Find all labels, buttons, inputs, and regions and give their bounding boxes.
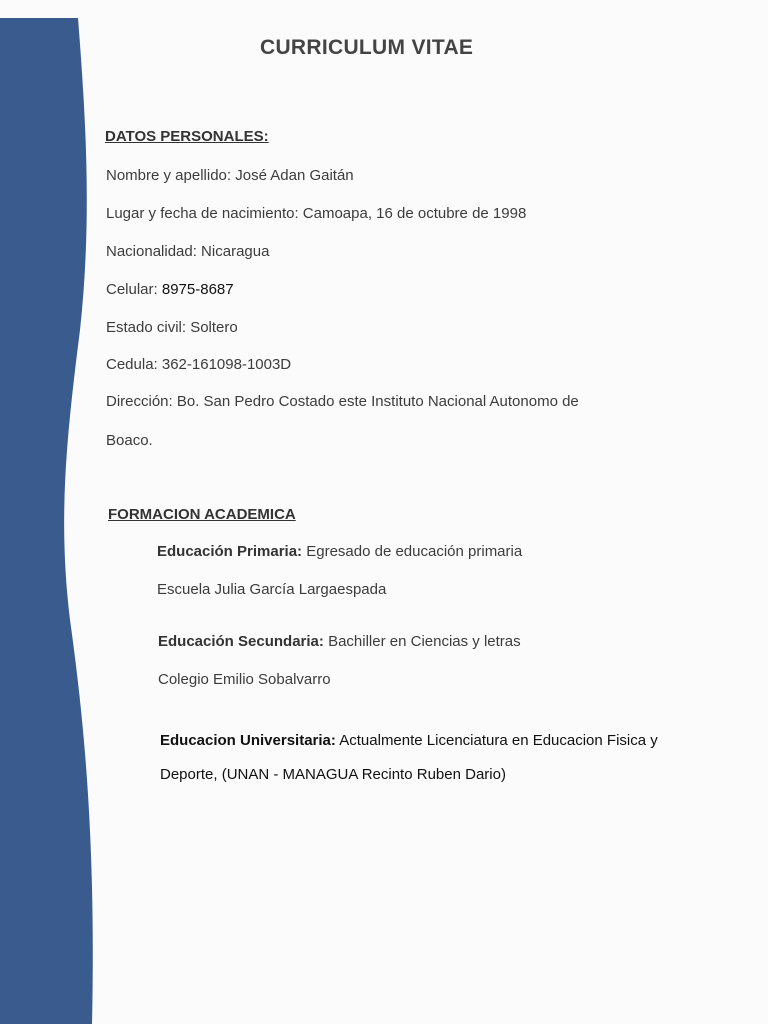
formacion-heading: FORMACION ACADEMICA [108, 506, 296, 523]
universitaria-label: Educacion Universitaria: [160, 732, 336, 749]
datos-personales-heading: DATOS PERSONALES: [105, 128, 269, 145]
secundaria-label: Educación Secundaria: [158, 633, 324, 650]
celular-label: Celular: [106, 281, 158, 298]
primaria-school: Escuela Julia García Largaespada [157, 581, 387, 598]
celular-line [106, 281, 234, 298]
page-title: CURRICULUM VITAE [260, 36, 474, 59]
primaria-value: Egresado de educación primaria [306, 543, 523, 560]
secundaria-line [158, 633, 521, 650]
secundaria-value: Bachiller en Ciencias y letras [328, 633, 521, 650]
primaria-line [157, 543, 522, 560]
universitaria-line-2: Deporte, (UNAN - MANAGUA Recinto Ruben Dario) [160, 766, 506, 783]
estado-civil-line: Estado civil: Soltero [106, 319, 238, 336]
blue-wave-decoration [0, 0, 110, 1024]
secundaria-school: Colegio Emilio Sobalvarro [158, 671, 331, 688]
nacimiento-line: Lugar y fecha de nacimiento: Camoapa, 16 de octubre de 1998 [106, 205, 527, 222]
direccion-line-2: Boaco. [106, 432, 153, 449]
nacionalidad-line: Nacionalidad: Nicaragua [106, 243, 270, 260]
direccion-line-1: Dirección: Bo. San Pedro Costado este Instituto Nacional Autonomo de [106, 393, 579, 410]
nombre-line: Nombre y apellido: José Adan Gaitán [106, 167, 354, 184]
cedula-line: Cedula: 362-161098-1003D [106, 356, 292, 373]
celular-value: 8975-8687 [161, 281, 234, 298]
universitaria-value: Actualmente Licenciatura en Educacion Fisica y [339, 732, 658, 749]
primaria-label: Educación Primaria: [157, 543, 303, 560]
universitaria-line [160, 732, 658, 749]
